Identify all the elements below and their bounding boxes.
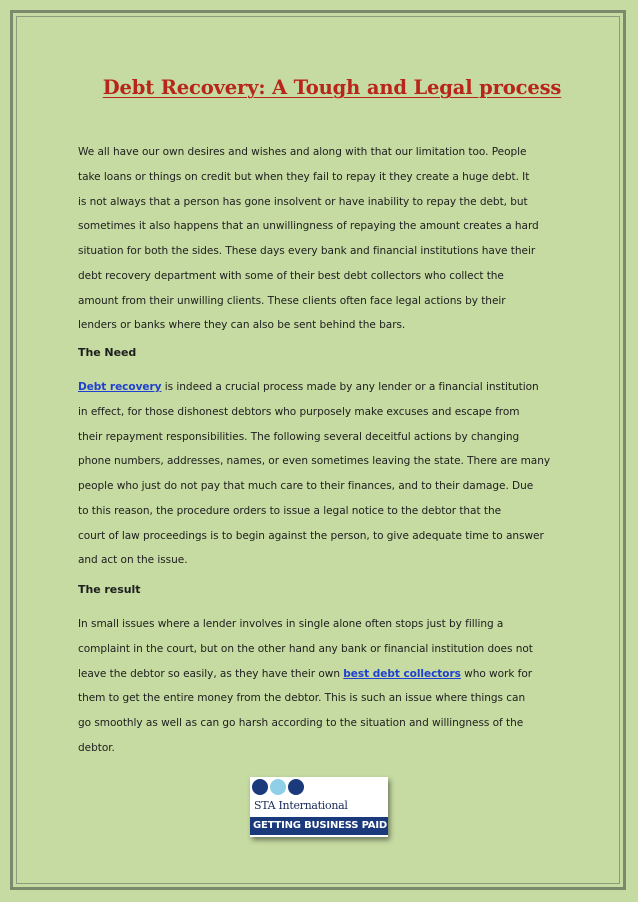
- text-line: In small issues where a lender involves in single alone often stops just by filling a: [78, 618, 504, 630]
- text-line: is not always that a person has gone insolvent or have inability to repay the debt, but: [78, 195, 528, 208]
- logo-tagline: GETTING BUSINESS PAID: [250, 817, 388, 835]
- text-line-rest: who work for: [460, 667, 533, 680]
- result-paragraph: [78, 612, 568, 761]
- text-line: court of law proceedings is to begin against the person, to give adequate time to answer: [78, 529, 544, 542]
- logo-circle-icon: [270, 779, 286, 795]
- text-line: their repayment responsibilities. The following several deceitful actions by changing: [78, 430, 520, 443]
- text-line: complaint in the court, but on the other hand any bank or financial institution does not: [78, 642, 533, 655]
- document-title: Debt Recovery: A Tough and Legal process: [102, 76, 562, 99]
- logo-company-name: STA International: [254, 799, 348, 812]
- text-line: in effect, for those dishonest debtors who purposely make excuses and escape from: [78, 405, 520, 418]
- text-line: people who just do not pay that much care to their finances, and to their damage. Due: [78, 480, 534, 492]
- text-line: sometimes it also happens that an unwillingness of repaying the amount creates a hard: [78, 220, 539, 233]
- text-line: them to get the entire money from the debtor. This is such an issue where things can: [78, 692, 526, 705]
- text-line-start: leave the debtor so easily, as they have their own: [78, 667, 344, 680]
- text-line-rest: is indeed a crucial process made by any lender or a financial institution: [161, 381, 539, 393]
- text-line: go smoothly as well as can go harsh according to the situation and willingness of the: [78, 717, 524, 729]
- text-line: We all have our own desires and wishes and along with that our limitation too. People: [78, 146, 527, 158]
- text-line: and act on the issue.: [78, 554, 188, 567]
- text-line: lenders or banks where they can also be sent behind the bars.: [78, 319, 406, 332]
- text-line: [78, 662, 568, 687]
- text-line: debt recovery department with some of their best debt collectors who collect the: [78, 269, 504, 282]
- logo-circle-icon: [288, 779, 304, 795]
- text-line: to this reason, the procedure orders to issue a legal notice to the debtor that the: [78, 504, 502, 517]
- text-line: phone numbers, addresses, names, or even sometimes leaving the state. There are many: [78, 455, 551, 468]
- section-heading-need: The Need: [78, 346, 137, 359]
- text-line: debtor.: [78, 741, 115, 754]
- best-debt-collectors-link[interactable]: best debt collectors: [343, 667, 461, 680]
- text-line: [78, 375, 568, 400]
- sta-international-logo: [250, 777, 388, 837]
- intro-paragraph: [78, 140, 568, 338]
- section-heading-result: The result: [78, 583, 141, 596]
- text-line: take loans or things on credit but when they fail to repay it they create a huge debt. It: [78, 170, 530, 183]
- debt-recovery-link[interactable]: Debt recovery: [78, 381, 162, 393]
- text-line: amount from their unwilling clients. These clients often face legal actions by their: [78, 294, 506, 307]
- document-body: [78, 76, 568, 761]
- text-line: situation for both the sides. These days every bank and financial institutions have their: [78, 245, 536, 257]
- logo-circle-icon: [252, 779, 268, 795]
- need-paragraph: [78, 375, 568, 573]
